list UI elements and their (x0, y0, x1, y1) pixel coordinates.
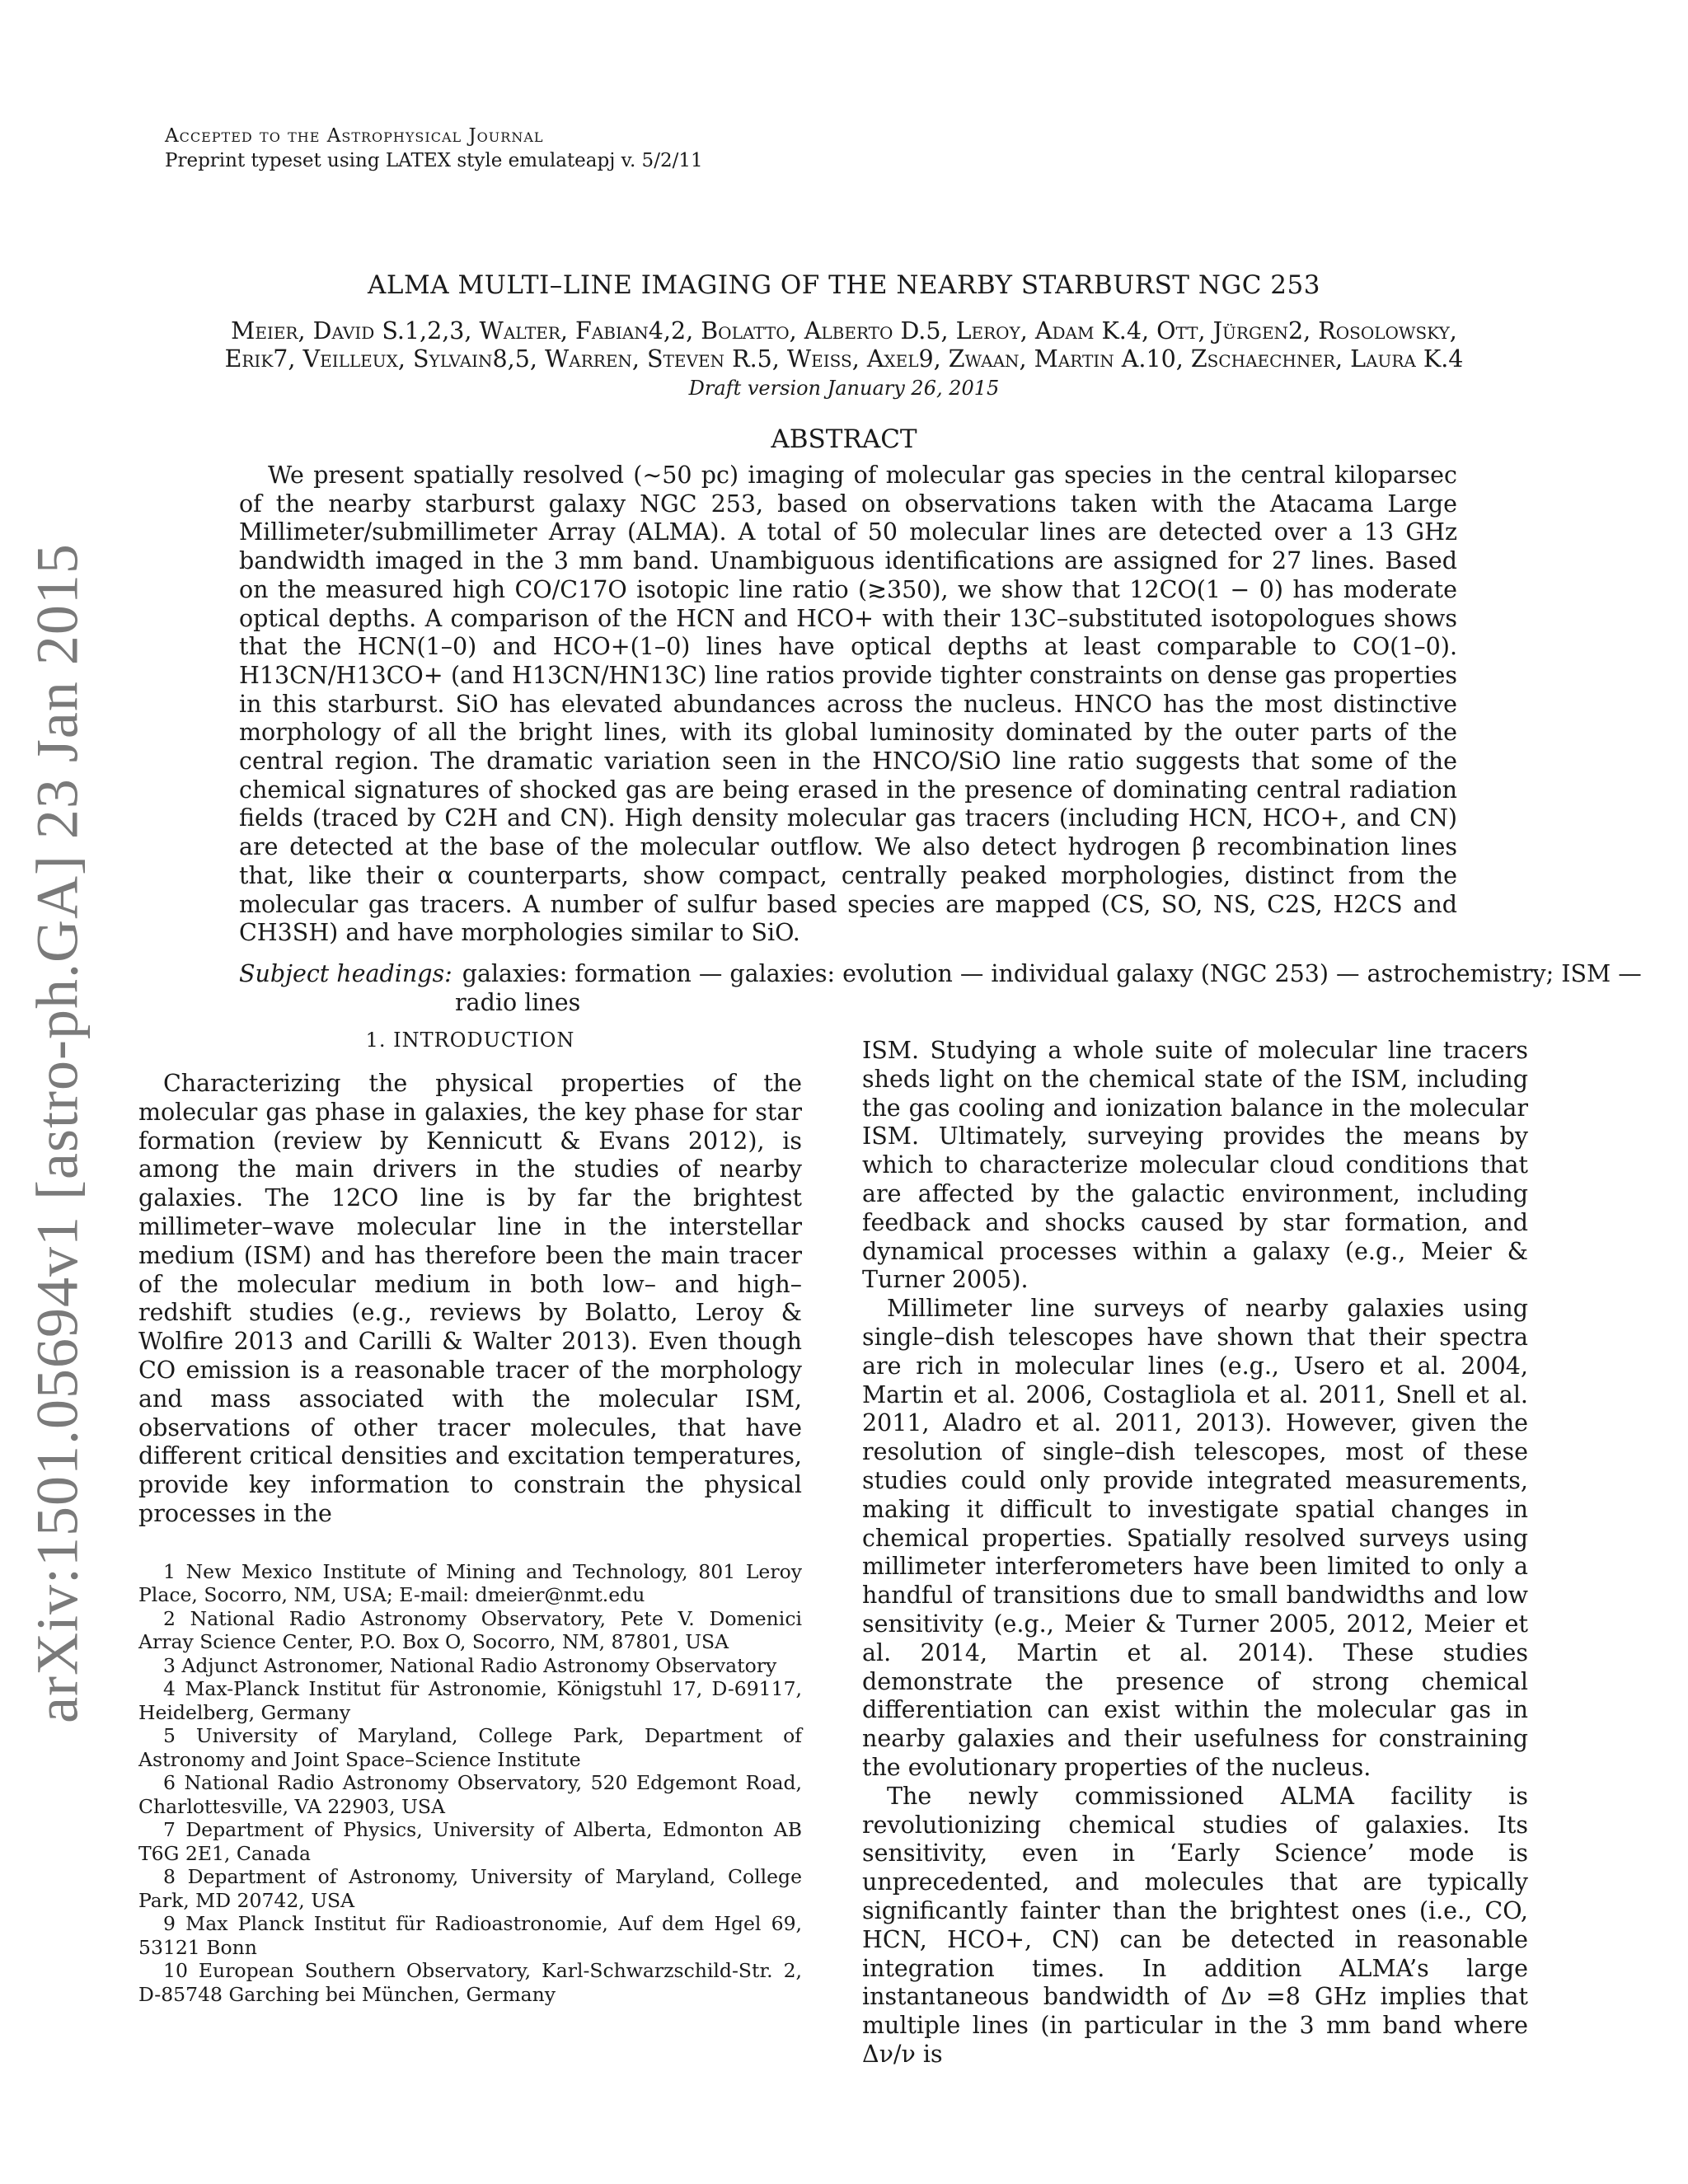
footnote: 6 National Radio Astronomy Observatory, 520 Edgemont Road, Charlottesville, VA 22903, USA (138, 1771, 802, 1818)
paper-title: ALMA MULTI–LINE IMAGING OF THE NEARBY STARBURST NGC 253 (368, 270, 1320, 300)
author-list (152, 317, 1536, 373)
intro-paragraph-1-cont: ISM. Studying a whole suite of molecular line tracers sheds light on the chemical state of the ISM, including the gas cooling and ionization balance in the molecular ISM. Ultimately, surveying provides the means by which to characterize molecular cloud conditions that are affected by the galactic environment, including feedback and shocks caused by star formation, and dynamical processes within a galaxy (e.g., Meier & Turner 2005). (862, 1037, 1528, 1294)
subject-headings (239, 960, 1673, 1017)
footnote: 10 European Southern Observatory, Karl-Schwarzschild-Str. 2, D-85748 Garching bei München, Germany (138, 1959, 802, 2006)
preprint-line: Preprint typeset using LATEX style emulateapj v. 5/2/11 (165, 150, 703, 171)
affiliation-footnotes (138, 1560, 802, 2007)
footnote: 3 Adjunct Astronomer, National Radio Astronomy Observatory (163, 1653, 777, 1677)
journal-header (165, 124, 703, 173)
author-line-1: Meier, David S.1,2,3, Walter, Fabian4,2, Bolatto, Alberto D.5, Leroy, Adam K.4, Ott, Jürgen2, Rosolowsky, (231, 317, 1457, 344)
journal-line: Accepted to the Astrophysical Journal (165, 125, 544, 147)
intro-paragraph-2: Millimeter line surveys of nearby galaxies using single–dish telescopes have shown that their spectra are rich in molecular lines (e.g., Usero et al. 2004, Martin et al. 2006, Costagliola et al. 2011, Snell et al. 2011, Aladro et al. 2011, 2013). However, given the resolution of single–dish telescopes, most of these studies could only provide integrated measurements, making it difficult to investigate spatial changes in chemical properties. Spatially resolved surveys using millimeter interferometers have been limited to only a handful of transitions due to small bandwidths and low sensitivity (e.g., Meier & Turner 2005, 2012, Meier et al. 2014, Martin et al. 2014). These studies demonstrate the presence of strong chemical differentiation can exist within the molecular gas in nearby galaxies and their usefulness for constraining the evolutionary properties of the nucleus. (862, 1295, 1528, 1781)
arxiv-stamp: arXiv:1501.05694v1 [astro-ph.GA] 23 Jan 2015 (24, 543, 91, 1723)
section-heading: 1. INTRODUCTION (365, 1029, 575, 1052)
left-column (138, 1029, 802, 2006)
footnote: 5 University of Maryland, College Park, Department of Astronomy and Joint Space–Science Institute (138, 1724, 802, 1771)
footnote: 7 Department of Physics, University of Alberta, Edmonton AB T6G 2E1, Canada (138, 1818, 802, 1865)
footnote: 8 Department of Astronomy, University of Maryland, College Park, MD 20742, USA (138, 1865, 802, 1912)
right-column (862, 1037, 1528, 2069)
footnote: 1 New Mexico Institute of Mining and Technology, 801 Leroy Place, Socorro, NM, USA; E-mail: dmeier@nmt.edu (138, 1559, 802, 1607)
author-line-2: Erik7, Veilleux, Sylvain8,5, Warren, Steven R.5, Weiss, Axel9, Zwaan, Martin A.10, Zschaechner, Laura K.4 (224, 345, 1464, 373)
intro-paragraph-1: Characterizing the physical properties of the molecular gas phase in galaxies, the key phase for star formation (review by Kennicutt & Evans 2012), is among the main drivers in the studies of nearby galaxies. The 12CO line is by far the brightest millimeter–wave molecular line in the interstellar medium (ISM) and has therefore been the main tracer of the molecular medium in both low– and high–redshift studies (e.g., reviews by Bolatto, Leroy & Wolfire 2013 and Carilli & Walter 2013). Even though CO emission is a reasonable tracer of the morphology and mass associated with the molecular ISM, observations of other tracer molecules, that have different critical densities and excitation temperatures, provide key information to constrain the physical processes in the (138, 1070, 802, 1527)
subject-label: Subject headings: (239, 960, 452, 987)
footnote: 4 Max-Planck Institut für Astronomie, Königstuhl 17, D-69117, Heidelberg, Germany (138, 1677, 802, 1724)
intro-paragraph-3: The newly commissioned ALMA facility is revolutionizing chemical studies of galaxies. Its sensitivity, even in ‘Early Science’ mode is unprecedented, and molecules that are typically significantly fainter than the brightest ones (i.e., CO, HCN, HCO+, CN) can be detected in reasonable integration times. In addition ALMA’s large instantaneous bandwidth of Δν =8 GHz implies that multiple lines (in particular in the 3 mm band where Δν/ν is (862, 1782, 1528, 2068)
footnote: 9 Max Planck Institut für Radioastronomie, Auf dem Hgel 69, 53121 Bonn (138, 1912, 802, 1959)
abstract-body: We present spatially resolved (∼50 pc) imaging of molecular gas species in the central kiloparsec of the nearby starburst galaxy NGC 253, based on observations taken with the Atacama Large Millimeter/submillimeter Array (ALMA). A total of 50 molecular lines are detected over a 13 GHz bandwidth imaged in the 3 mm band. Unambiguous identifications are assigned for 27 lines. Based on the measured high CO/C17O isotopic line ratio (≳350), we show that 12CO(1 − 0) has moderate optical depths. A comparison of the HCN and HCO+ with their 13C–substituted isotopologues shows that the HCN(1–0) and HCO+(1–0) lines have optical depths at least comparable to CO(1–0). H13CN/H13CO+ (and H13CN/HN13C) line ratios provide tighter constraints on dense gas properties in this starburst. SiO has elevated abundances across the nucleus. HNCO has the most distinctive morphology of all the bright lines, with its global luminosity dominated by the outer parts of the central region. The dramatic variation seen in the HNCO/SiO line ratio suggests that some of the chemical signatures of shocked gas are being erased in the presence of dominating central radiation fields (traced by C2H and CN). High density molecular gas tracers (including HCN, HCO+, and CN) are detected at the base of the molecular outflow. We also detect hydrogen β recombination lines that, like their α counterparts, show compact, centrally peaked morphologies, distinct from the molecular gas tracers. A number of sulfur based species are mapped (CS, SO, NS, C2S, H2CS and CH3SH) and have morphologies similar to SiO. (239, 462, 1457, 947)
subject-text: galaxies: formation — galaxies: evolution — individual galaxy (NGC 253) — astrochemistry; ISM — radio lines (455, 960, 1642, 1016)
draft-version: Draft version January 26, 2015 (688, 377, 1000, 400)
footnote: 2 National Radio Astronomy Observatory, Pete V. Domenici Array Science Center, P.O. Box O, Socorro, NM, 87801, USA (138, 1606, 802, 1654)
abstract-heading: ABSTRACT (771, 424, 917, 454)
